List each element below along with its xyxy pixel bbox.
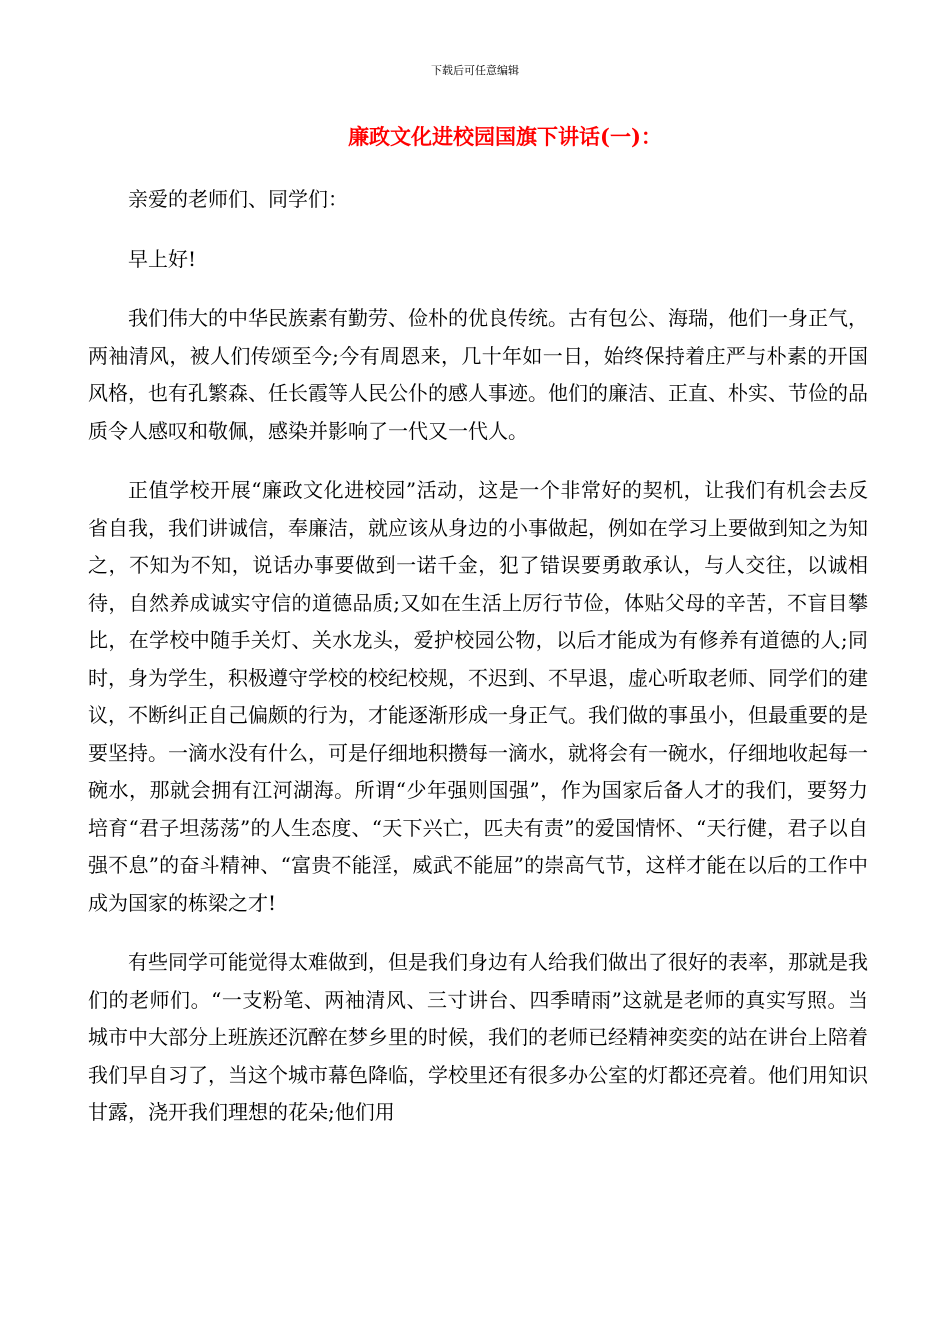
greeting-paragraph: 早上好!: [128, 246, 197, 271]
body-paragraph-1: 我们伟大的中华民族素有勤劳、俭朴的优良传统。古有包公、海瑞，他们一身正气，两袖清风，被人们传颂至今;今有周恩来，几十年如一日，始终保持着庄严与朴素的开国风格，也有孔繁森、任长霞等人民公仆的感人事迹。他们的廉洁、正直、朴实、节俭的品质令人感叹和敬佩，感染并影响了一代又一代人。: [88, 306, 868, 443]
document-title: 廉政文化进校园国旗下讲话(一)：: [348, 124, 662, 149]
body-paragraph-3: 有些同学可能觉得太难做到，但是我们身边有人给我们做出了很好的表率，那就是我们的老师们。“一支粉笔、两袖清风、三寸讲台、四季晴雨”这就是老师的真实写照。当城市中大部分上班族还沉醉在梦乡里的时候，我们的老师已经精神奕奕的站在讲台上陪着我们早自习了，当这个城市幕色降临，学校里还有很多办公室的灯都还亮着。他们用知识甘露，浇开我们理想的花朵;他们用: [88, 950, 868, 1124]
header-note: 下载后可任意编辑: [431, 64, 519, 77]
salutation-paragraph: 亲爱的老师们、同学们：: [128, 187, 348, 211]
document-body: [88, 181, 868, 1132]
body-paragraph-2: 正值学校开展“廉政文化进校园”活动，这是一个非常好的契机，让我们有机会去反省自我，我们讲诚信，奉廉洁，就应该从身边的小事做起，例如在学习上要做到知之为知之，不知为不知，说话办事要做到一诺千金，犯了错误要勇敢承认，与人交往，以诚相待，自然养成诚实守信的道德品质;又如在生活上厉行节俭，体贴父母的辛苦，不盲目攀比，在学校中随手关灯、关水龙头，爱护校园公物，以后才能成为有修养有道德的人;同时，身为学生，积极遵守学校的校纪校规，不迟到、不早退，虚心听取老师、同学们的建议，不断纠正自己偏颇的行为，才能逐渐形成一身正气。我们做的事虽小，但最重要的是要坚持。一滴水没有什么，可是仔细地积攒每一滴水，就将会有一碗水，仔细地收起每一碗水，那就会拥有江河湖海。所谓“少年强则国强”，作为国家后备人才的我们，要努力培育“君子坦荡荡”的人生态度、“天下兴亡，匹夫有责”的爱国情怀、“天行健，君子以自强不息”的奋斗精神、“富贵不能淫，威武不能屈”的崇高气节，这样才能在以后的工作中成为国家的栋梁之才!: [88, 478, 868, 915]
